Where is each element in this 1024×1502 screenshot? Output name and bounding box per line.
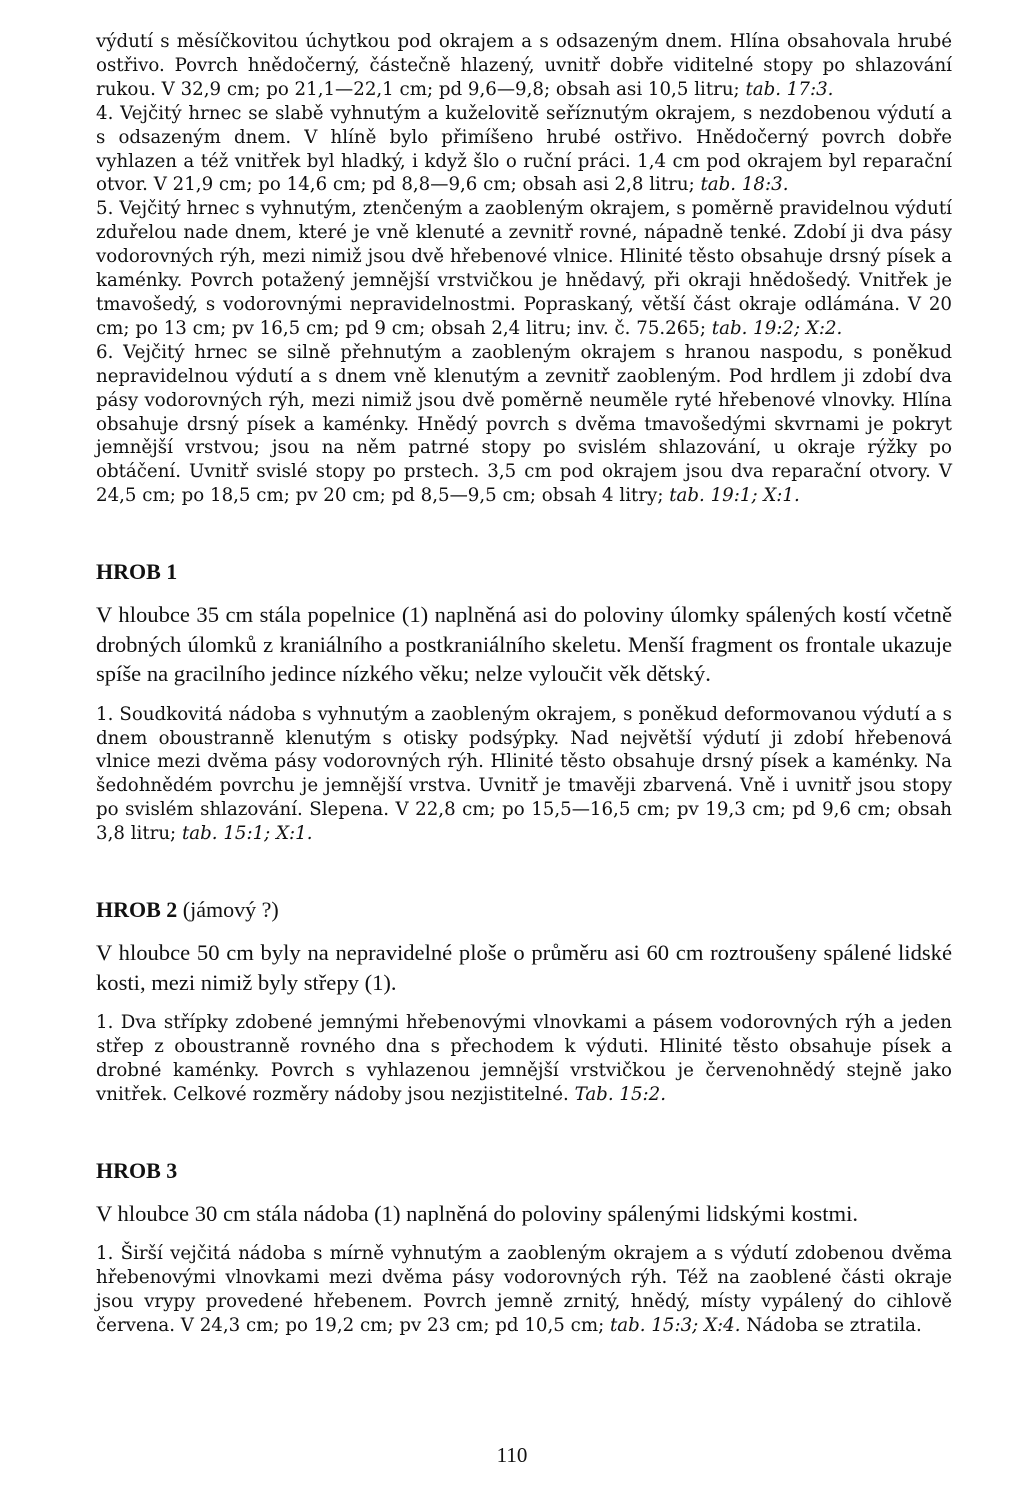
catalog-item-6: [96, 341, 952, 508]
catalog-item-5: [96, 197, 952, 340]
grave-3-item-1: [96, 1242, 952, 1338]
paragraph-continued: [96, 30, 952, 102]
spacer: [96, 1107, 952, 1157]
spacer: [96, 508, 952, 558]
spacer: [96, 586, 952, 600]
heading-subtitle: (jámový ?): [177, 897, 279, 923]
spacer: [96, 997, 952, 1011]
spacer: [96, 846, 952, 896]
paragraph-text: 4. Vejčitý hrnec se slabě vyhnutým a kuželovitě seříznutým okrajem, s nezdobenou výdutí a s odsazeným dnem. V hlíně bylo přimíšeno hrubé ostřivo. Hnědočerný povrch dobře vyhlazen a též vnitřek byl hladký, i když šlo o ruční práci. 1,4 cm pod okrajem byl reparační otvor. V 21,9 cm; po 14,6 cm; pd 8,8—9,6 cm; obsah asi 2,8 litru;: [96, 102, 952, 196]
paragraph-text: 1. Soudkovitá nádoba s vyhnutým a zaobleným okrajem, s poněkud deformovanou výdutí a s dnem oboustranně klenutým s otisky podsýpky. Nad největší výdutí ji zdobí hřebenová vlnice mezi dvěma pásy vodorovných rýh. Hlinité těsto obsahuje drsný písek a kaménky. Na šedohnědém povrchu je jemnější vrstva. Uvnitř je tmavěji zbarvená. Vně i uvnitř jsou stopy po svislém shlazování. Slepena. V 22,8 cm; po 15,5—16,5 cm; pv 19,3 cm; pd 9,6 cm; obsah 3,8 litru;: [96, 703, 952, 845]
grave-3-heading: HROB 3: [96, 1157, 178, 1183]
paragraph-text: 1. Širší vejčitá nádoba s mírně vyhnutým a zaobleným okrajem a s výdutí zdobenou dvěma hřebenovými vlnovkami mezi dvěma pásy vodorovných rýh. Též na zaoblené části okraje jsou vrypy provedené hřebenem. Povrch jemně zrnitý, hnědý, místy vypálený do cihlově červena. V 24,3 cm; po 19,2 cm; pv 23 cm; pd 10,5 cm;: [96, 1243, 952, 1336]
grave-3-lead: V hloubce 30 cm stála nádoba (1) naplněná do poloviny spálenými lidskými kostmi.: [96, 1200, 858, 1226]
document-page: [96, 30, 952, 1338]
spacer: [96, 1228, 952, 1242]
grave-1-lead: V hloubce 35 cm stála popelnice (1) naplněná asi do poloviny úlomky spálených kostí včetně drobných úlomků z kraniálního a postkraniálního skeletu. Menší fragment os frontale ukazuje spíše na gracilního jedince nízkého věku; nelze vyloučit věk dětský.: [96, 602, 952, 687]
plate-reference: Tab. 15:2.: [574, 1083, 666, 1105]
catalog-item-4: [96, 102, 952, 198]
paragraph-text: Nádoba se ztratila.: [740, 1314, 922, 1336]
grave-1-heading: HROB 1: [96, 559, 178, 585]
plate-reference: tab. 17:3.: [745, 78, 834, 100]
grave-2-lead: V hloubce 50 cm byly na nepravidelné ploše o průměru asi 60 cm roztroušeny spálené lidské kosti, mezi nimiž byly střepy (1).: [96, 940, 952, 995]
spacer: [96, 1185, 952, 1199]
paragraph-text: 5. Vejčitý hrnec s vyhnutým, ztenčeným a zaobleným okrajem, s poměrně pravidelnou výdutí zduřelou nade dnem, které je vně klenuté a zevnitř rovné, nápadně tenké. Zdobí ji dva pásy vodorovných rýh, mezi nimiž jsou dvě hřebenové vlnice. Hlinité těsto obsahuje drsný písek a kaménky. Povrch potažený jemnější vrstvičkou je hnědavý, při okraji hnědošedý. Vnitřek je tmavošedý, s vodorovnými nepravidelnostmi. Popraskaný, větší část okraje odlámána. V 20 cm; po 13 cm; pv 16,5 cm; pd 9 cm; obsah 2,4 litru; inv. č. 75.265;: [96, 198, 952, 339]
spacer: [96, 689, 952, 703]
plate-reference: tab. 19:1; X:1.: [669, 485, 800, 507]
spacer: [96, 924, 952, 938]
paragraph-text: výdutí s měsíčkovitou úchytkou pod okrajem a s odsazeným dnem. Hlína obsahovala hrubé ostřivo. Povrch hnědočerný, částečně hlazený, uvnitř dobře viditelné stopy po shlazování rukou. V 32,9 cm; po 21,1—22,1 cm; pd 9,6—9,8; obsah asi 10,5 litru;: [96, 31, 952, 100]
grave-2-heading: [96, 896, 952, 924]
plate-reference: tab. 18:3.: [700, 174, 789, 196]
plate-reference: tab. 19:2; X:2.: [711, 317, 843, 339]
grave-1-item-1: [96, 703, 952, 846]
heading-text: HROB 2: [96, 897, 178, 923]
page-number: 110: [496, 1443, 528, 1467]
paragraph-text: 6. Vejčitý hrnec se silně přehnutým a zaobleným okrajem s hranou naspodu, s poněkud nepravidelnou výdutí a s dnem vně klenutým a zevnitř zaobleným. Pod hrdlem ji zdobí dva pásy vodorovných rýh, mezi nimiž jsou dvě poměrně neuměle ryté hřebenové vlnovky. Hlína obsahuje drsný písek a kaménky. Hnědý povrch s dvěma tmavošedými skvrnami je pokryt jemnější vrstvou; jsou na něm patrné stopy po svislém shlazování, u okraje rýžky po obtáčení. Uvnitř svislé stopy po prstech. 3,5 cm pod okrajem jsou dva reparační otvory. V 24,5 cm; po 18,5 cm; pv 20 cm; pd 8,5—9,5 cm; obsah 4 litry;: [96, 341, 952, 507]
grave-2-item-1: [96, 1011, 952, 1107]
paragraph-text: 1. Dva střípky zdobené jemnými hřebenovými vlnovkami a pásem vodorovných rýh a jeden střep z oboustranně rovného dna s přechodem k výduti. Hlinité těsto obsahuje písek a drobné kaménky. Povrch s vyhlazenou jemnější vrstvičkou je červenohnědý stejně jako vnitřek. Celkové rozměry nádoby jsou nezjistitelné.: [96, 1012, 952, 1105]
plate-reference: tab. 15:1; X:1.: [181, 823, 313, 845]
plate-reference: tab. 15:3; X:4.: [609, 1314, 741, 1336]
